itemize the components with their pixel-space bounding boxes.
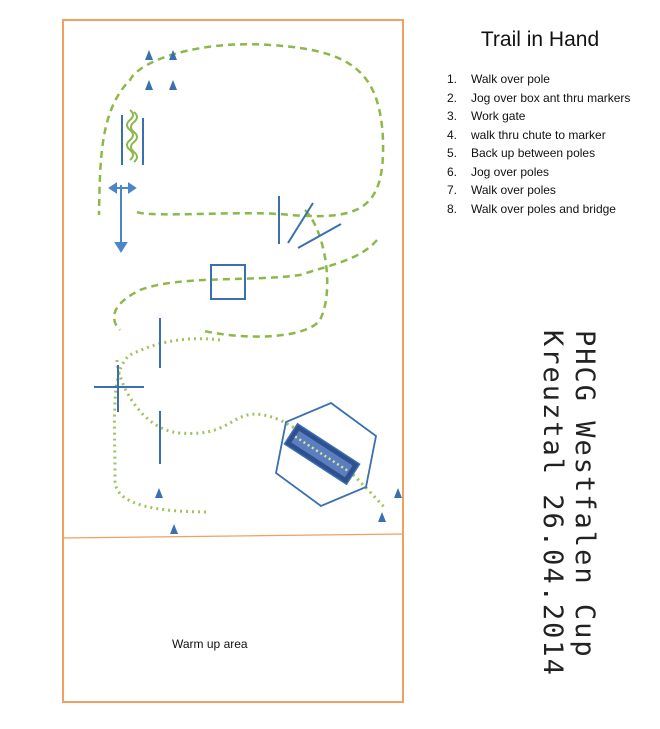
list-item	[447, 107, 631, 126]
step-number: 5.	[447, 146, 458, 160]
page-title: Trail in Hand	[480, 28, 600, 51]
step-text: Walk over pole	[471, 72, 550, 86]
warmup-divider	[63, 534, 403, 538]
list-item	[447, 181, 631, 200]
warmup-area-label: Warm up area	[172, 637, 248, 651]
list-item	[447, 89, 631, 108]
box-obstacle	[211, 265, 245, 299]
list-item	[447, 144, 631, 163]
list-item	[447, 70, 631, 89]
step-text: Back up between poles	[471, 146, 596, 160]
step-text: walk thru chute to marker	[471, 127, 606, 142]
event-name: PHCG Westfalen Cup	[569, 330, 600, 659]
step-text: Walk over poles	[471, 183, 556, 197]
arrow-horizontal	[110, 184, 135, 192]
walk-poles-diagonal	[279, 196, 341, 248]
step-number: 7.	[447, 183, 458, 197]
step-number: 4.	[447, 127, 458, 142]
step-number: 3.	[447, 109, 458, 123]
step-number: 2.	[447, 90, 458, 105]
dotted-course-path-2	[117, 360, 385, 508]
step-text: Work gate	[471, 109, 526, 123]
arena-border	[63, 20, 403, 702]
step-number: 8.	[447, 201, 458, 216]
dashed-course-path	[99, 44, 383, 216]
list-item	[447, 200, 631, 219]
event-location-date: Kreuztal 26.04.2014	[537, 330, 568, 677]
dotted-course-path	[114, 339, 220, 512]
bridge-obstacle	[284, 424, 359, 484]
cone-markers-top	[145, 50, 177, 90]
step-number: 6.	[447, 164, 458, 179]
cone-markers-lower	[155, 488, 402, 534]
steps-list	[447, 70, 631, 218]
poles-lower	[94, 318, 160, 464]
list-item	[447, 163, 631, 182]
step-number: 1.	[447, 72, 458, 86]
step-text: Jog over box ant thru markers	[471, 90, 631, 105]
handwritten-event-note	[536, 330, 600, 677]
step-text: Walk over poles and bridge	[471, 201, 616, 216]
step-text: Jog over poles	[471, 164, 550, 179]
wavy-path	[127, 110, 133, 160]
list-item	[447, 126, 631, 145]
arrow-vertical	[116, 185, 126, 251]
